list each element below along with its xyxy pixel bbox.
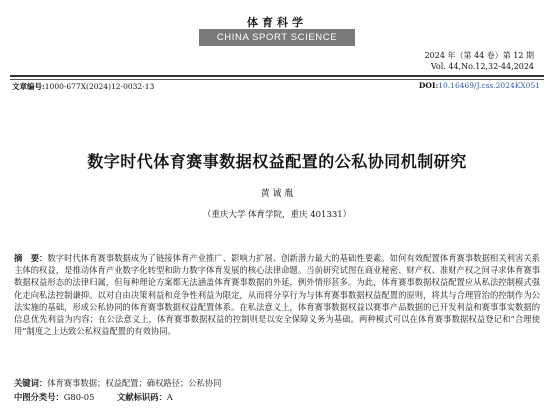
doc-code-label: 文献标识码： [116,392,167,402]
article-title: 数字时代体育赛事数据权益配置的公私协同机制研究 [87,152,467,171]
header-rule-thin [10,79,544,80]
abstract [14,252,540,337]
doi-link[interactable]: 10.16469/J.css.2024KX051 [438,81,540,90]
article-number [12,81,154,92]
issue-cn: 2024 年（第 44 卷）第 12 期 [424,51,534,60]
clc-value: G80-05 [63,392,95,402]
issue-info [425,50,534,72]
clc-label: 中图分类号： [14,392,64,402]
author-affiliation: （重庆大学 体育学院，重庆 401331） [202,210,352,220]
abstract-text: 数字时代体育赛事数据成为了链接体育产业推广、影响力扩展、创新潜力最大的基础性要素。如何有效配置体育赛事数据相关利害关系主体的权益，是推动体育产业数字化转型和助力数字体育发展的核心法律命题。当前研究试图在商业秘密、财产权、准财产权之间寻求体育赛事数据权益形态的法律归属，但每种理论方案都无法涵盖体育赛事数据的外延，例外情形甚多。为此，体育赛事数据权益配置应从私法控制模式强化走向私法控制谦抑。以对自由决策利益和竞争性利益为限定，从而将分享行为与体育赛事数据权益配置的原则，将其与合理管治的控制作为公法实施的基础，形成公私协同的体育赛事数据权益配置体系。在私法意义上，体育赛事数据权益以赛事产品数据的已开发利益和赛事事实数据的信息优先利益为内容；在公法意义上，体育赛事数据权益的控制则是以安全保障义务为基础。两种模式可以在体育赛事数据权益登记和“合理使用”制度之上达致公私权益配置的有效协同。 [14,253,540,337]
classification-line [14,391,173,403]
doc-code-value: A [166,392,173,402]
author-name: 黄 诚 胤 [260,189,294,199]
keywords-label: 关键词： [14,378,48,388]
article-number-value: 1000-677X(2024)12-0032-13 [44,82,155,91]
keywords-text: 体育赛事数据；权益配置；确权路径；公私协同 [47,378,222,388]
keywords [14,377,540,389]
header-rule-thick [10,75,544,77]
issue-en: Vol. 44,No.12,32-44,2024 [430,62,534,71]
doi [419,81,540,90]
journal-name-en-banner: CHINA SPORT SCIENCE [199,29,355,46]
abstract-label: 摘 要： [14,253,48,263]
journal-name-cn: 体育科学 [247,16,307,29]
article-number-label: 文章编号: [12,82,45,91]
doi-label: DOI: [418,81,439,90]
